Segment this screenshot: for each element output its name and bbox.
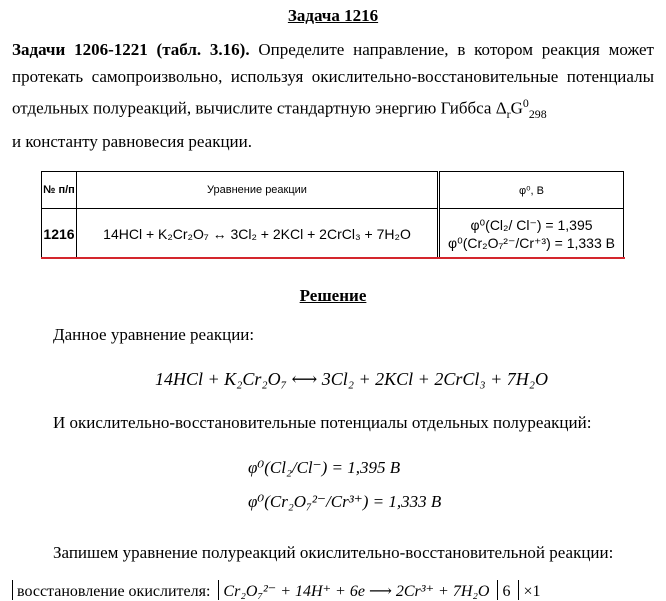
task-text-sub: 298	[528, 107, 547, 122]
task-text-end: и константу равновесия реакции.	[12, 132, 253, 152]
row-potential	[439, 209, 624, 259]
header-num: № п/п	[42, 172, 77, 209]
potential-formula-1: φ⁰(Cl₂/Cl⁻) = 1,395 В	[248, 458, 401, 477]
half-reaction-line	[8, 580, 541, 601]
paragraph-potentials: И окислительно-восстановительные потенциалы отдельных полуреакций:	[53, 413, 592, 432]
solution-heading: Решение	[299, 286, 367, 305]
task-text-sup: 0	[522, 96, 529, 110]
potential-formula-2: φ⁰(Cr₂O₇²⁻/Cr³⁺) = 1,333 В	[248, 492, 442, 511]
task-statement	[12, 36, 654, 155]
task-text-g: G	[510, 98, 523, 118]
bracket-bar	[218, 580, 219, 600]
half-reaction-label: восстановление окислителя:	[17, 583, 211, 600]
task-bold-prefix: Задачи 1206-1221 (табл. 3.16).	[12, 40, 250, 59]
task-title: Задача 1216	[287, 6, 379, 25]
half-reaction-equation: Cr₂O₇²⁻ + 14H⁺ + 6e ⟶ 2Cr³⁺ + 7H₂O	[223, 583, 490, 600]
header-equation: Уравнение реакции	[77, 172, 439, 209]
reaction-formula: 14HCl + K₂Cr₂O₇ ⟷ 3Cl₂ + 2KCl + 2CrCl₃ + 7H₂O	[155, 369, 548, 389]
bracket-bar	[518, 580, 519, 600]
header-potential: φ⁰, В	[439, 172, 624, 209]
bracket-bar	[12, 580, 13, 600]
paragraph-half-reactions: Запишем уравнение полуреакций окислительно-восстановительной реакции:	[53, 543, 614, 562]
row-num: 1216	[42, 209, 77, 259]
half-reaction-coef: 6	[502, 583, 511, 600]
row-potential-1: φ⁰(Cl₂/ Cl⁻) = 1,395	[470, 216, 593, 233]
paragraph-reaction: Данное уравнение реакции:	[53, 325, 255, 344]
bracket-bar	[497, 580, 498, 600]
task-text: Определите направление, в котором реакция может протекать самопроизвольно, используя окислительно-восстановительные потенциалы отдельных полуреакций, вычислите стандартную энергию Гиббса Δ	[12, 40, 654, 118]
half-reaction-mult: ×1	[523, 583, 541, 600]
table-red-underline	[41, 257, 625, 259]
row-equation: 14HCl + K₂Cr₂O₇ ↔ 3Cl₂ + 2KCl + 2CrCl₃ + 7H₂O	[77, 209, 439, 259]
row-potential-2: φ⁰(Cr₂O₇²⁻/Cr⁺³) = 1,333 В	[448, 234, 615, 251]
data-table	[41, 171, 624, 259]
task-text-r: r	[506, 107, 511, 122]
